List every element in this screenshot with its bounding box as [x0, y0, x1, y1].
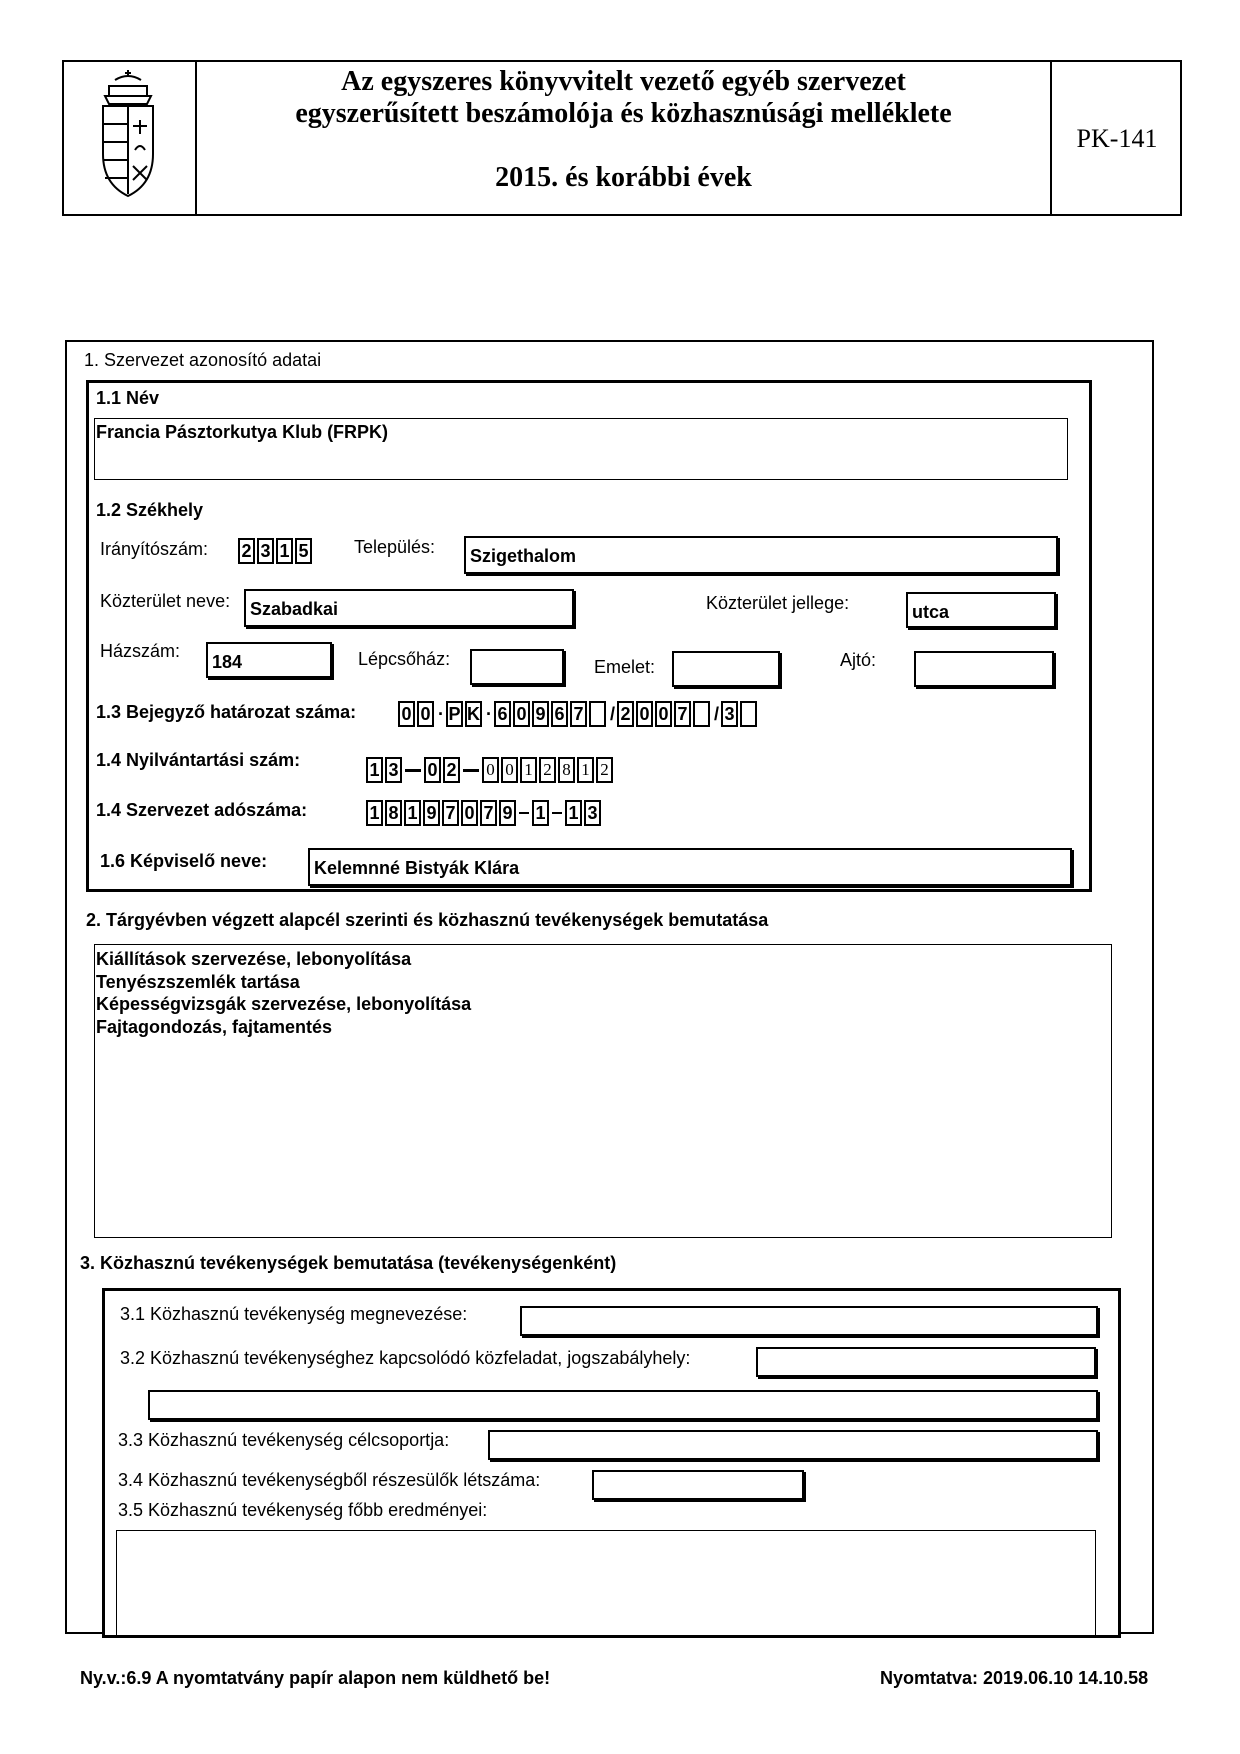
decision-cell: 9	[532, 701, 549, 727]
reg-cell: 0	[482, 757, 499, 783]
reg-cell: 8	[558, 757, 575, 783]
dash-separator	[405, 769, 421, 772]
decision-cell: 3	[721, 701, 738, 727]
reg-cell: 1	[366, 757, 383, 783]
house-field[interactable]: 184	[206, 642, 332, 678]
tax-cell: 7	[480, 800, 497, 826]
public-task-field[interactable]	[756, 1347, 1096, 1377]
tax-cell: 1	[532, 800, 549, 826]
beneficiaries-field[interactable]	[592, 1470, 804, 1500]
zip-label: Irányítószám:	[100, 539, 209, 559]
public-activity-name-field[interactable]	[520, 1306, 1098, 1336]
form-subtitle: 2015. és korábbi évek	[495, 162, 752, 193]
activity-line: Fajtagondozás, fajtamentés	[96, 1016, 333, 1037]
city-label: Település:	[354, 537, 436, 557]
zip-digit: 1	[276, 538, 293, 564]
street-type-label: Közterület jellege:	[706, 593, 850, 613]
reg-cell: 1	[577, 757, 594, 783]
reg-cell: 2	[596, 757, 613, 783]
name-label: 1.1 Név	[96, 388, 160, 408]
decision-cell: 0	[417, 701, 434, 727]
street-field[interactable]: Szabadkai	[244, 589, 574, 627]
stair-label: Lépcsőház:	[358, 649, 451, 669]
activity-line: Tenyészszemlék tartása	[96, 971, 300, 992]
decision-cell	[589, 701, 606, 727]
tax-cell: 7	[442, 800, 459, 826]
tax-number-field[interactable]	[366, 800, 603, 826]
public-task-label: 3.2 Közhasznú tevékenységhez kapcsolódó közfeladat, jogszabályhely:	[120, 1348, 691, 1368]
results-textarea[interactable]	[116, 1530, 1096, 1636]
registration-label: 1.4 Nyilvántartási szám:	[96, 750, 301, 770]
slash-separator: /	[610, 703, 616, 724]
section1-heading: 1. Szervezet azonosító adatai	[84, 350, 322, 370]
reg-cell: 2	[539, 757, 556, 783]
results-label: 3.5 Közhasznú tevékenység főbb eredményei:	[118, 1500, 488, 1520]
floor-field[interactable]	[672, 651, 780, 687]
decision-cell: 0	[636, 701, 653, 727]
public-task-field-cont[interactable]	[148, 1390, 1098, 1420]
decision-cell: 0	[398, 701, 415, 727]
form-title-line2: egyszerűsített beszámolója és közhasznúsági melléklete	[295, 98, 952, 129]
decision-cell: 0	[513, 701, 530, 727]
form-title	[197, 66, 1050, 130]
zip-digit: 2	[238, 538, 255, 564]
decision-cell	[693, 701, 710, 727]
zip-digit: 3	[257, 538, 274, 564]
reg-cell: 2	[443, 757, 460, 783]
tax-number-label: 1.4 Szervezet adószáma:	[96, 800, 308, 820]
reg-cell: 1	[520, 757, 537, 783]
reg-cell: 0	[501, 757, 518, 783]
registration-number-field[interactable]	[366, 757, 615, 783]
decision-cell: 2	[617, 701, 634, 727]
tax-cell: 1	[565, 800, 582, 826]
activities-text	[96, 948, 471, 1038]
public-activity-name-label: 3.1 Közhasznú tevékenység megnevezése:	[120, 1304, 468, 1324]
dot-separator: ·	[438, 703, 444, 724]
reg-cell: 3	[385, 757, 402, 783]
street-label: Közterület neve:	[100, 591, 231, 611]
decision-cell: P	[446, 701, 463, 727]
tax-cell: 3	[584, 800, 601, 826]
name-value: Francia Pásztorkutya Klub (FRPK)	[96, 422, 389, 442]
slash-separator: /	[714, 703, 720, 724]
activity-line: Képességvizsgák szervezése, lebonyolítása	[96, 994, 472, 1014]
footer-notice: Ny.v.:6.9 A nyomtatvány papír alapon nem küldhető be!	[80, 1668, 551, 1688]
decision-cell: K	[465, 701, 482, 727]
decision-cell: 7	[570, 701, 587, 727]
representative-label: 1.6 Képviselő neve:	[100, 851, 268, 871]
representative-field[interactable]: Kelemnné Bistyák Klára	[308, 848, 1072, 886]
target-group-field[interactable]	[488, 1430, 1098, 1460]
decision-cell: 0	[655, 701, 672, 727]
dash-separator	[463, 769, 479, 772]
street-type-field[interactable]: utca	[906, 592, 1056, 628]
decision-cell: 7	[674, 701, 691, 727]
stair-field[interactable]	[470, 649, 564, 685]
zip-field[interactable]	[238, 538, 314, 564]
section2-heading: 2. Tárgyévben végzett alapcél szerinti és közhasznú tevékenységek bemutatása	[86, 910, 769, 930]
section3-heading: 3. Közhasznú tevékenységek bemutatása (tevékenységenként)	[80, 1253, 617, 1273]
target-group-label: 3.3 Közhasznú tevékenység célcsoportja:	[118, 1430, 450, 1450]
floor-label: Emelet:	[594, 657, 656, 677]
beneficiaries-label: 3.4 Közhasznú tevékenységből részesülők létszáma:	[118, 1470, 541, 1490]
form-title-line1: Az egyszeres könyvvitelt vezető egyéb szervezet	[341, 66, 906, 97]
decision-label: 1.3 Bejegyző határozat száma:	[96, 702, 357, 722]
city-field[interactable]: Szigethalom	[464, 536, 1058, 574]
zip-digit: 5	[295, 538, 312, 564]
decision-cell: 6	[494, 701, 511, 727]
tax-cell: 8	[385, 800, 402, 826]
tax-cell: 1	[404, 800, 421, 826]
dot-separator: ·	[486, 703, 492, 724]
house-label: Házszám:	[100, 641, 181, 661]
decision-number-field[interactable]	[398, 701, 759, 727]
reg-cell: 0	[424, 757, 441, 783]
coat-of-arms-icon	[95, 66, 161, 206]
footer-printed-date: Nyomtatva: 2019.06.10 14.10.58	[880, 1668, 1149, 1688]
tax-cell: 9	[423, 800, 440, 826]
form-code: PK-141	[1076, 124, 1158, 153]
seat-label: 1.2 Székhely	[96, 500, 204, 520]
tax-cell: 0	[461, 800, 478, 826]
door-field[interactable]	[914, 651, 1054, 687]
decision-cell: 6	[551, 701, 568, 727]
dash-separator	[519, 812, 529, 814]
dash-separator	[552, 812, 562, 814]
tax-cell: 1	[366, 800, 383, 826]
activity-line: Kiállítások szervezése, lebonyolítása	[96, 949, 412, 969]
decision-cell	[740, 701, 757, 727]
door-label: Ajtó:	[840, 650, 877, 670]
tax-cell: 9	[499, 800, 516, 826]
